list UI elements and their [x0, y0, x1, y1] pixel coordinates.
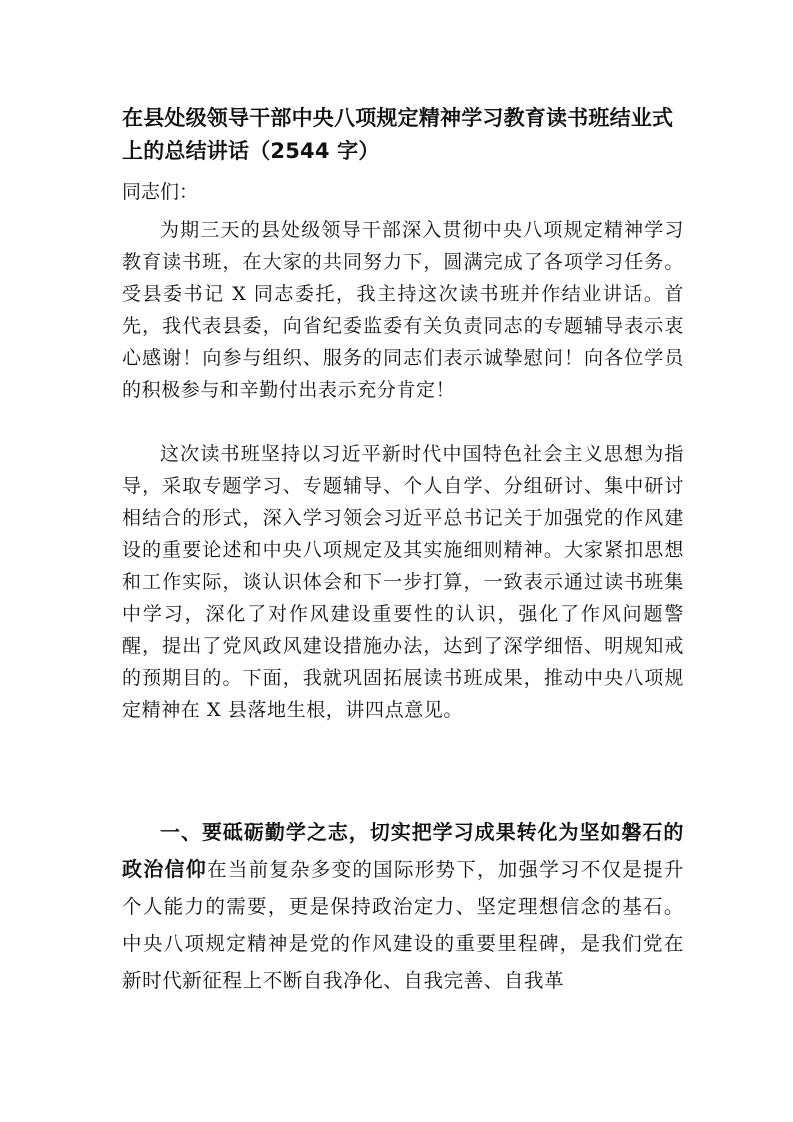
- document-title: 在县处级领导干部中央八项规定精神学习教育读书班结业式上的总结讲话（2544 字）: [122, 106, 674, 163]
- section-1-text: 在当前复杂多变的国际形势下，加强学习不仅是提升个人能力的需要，更是保持政治定力、坚定理想信念的基石。中央八项规定精神是党的作风建设的重要里程碑，是我们党在新时代新征程上不断自我净化、自我完善、自我革: [122, 858, 684, 992]
- salutation: 同志们：: [122, 181, 199, 203]
- paragraph-2: 这次读书班坚持以习近平新时代中国特色社会主义思想为指导，采取专题学习、专题辅导、个人自学、分组研讨、集中研讨相结合的形式，深入学习领会习近平总书记关于加强党的作风建设的重要论述和中央八项规定及其实施细则精神。大家紧扣思想和工作实际，谈认识体会和下一步打算，一致表示通过读书班集中学习，深化了对作风建设重要性的认识，强化了作风问题警醒，提出了党风政风建设措施办法，达到了深学细悟、明规知戒的预期目的。下面，我就巩固拓展读书班成果，推动中央八项规定精神在 X 县落地生根，讲四点意见。: [122, 443, 684, 721]
- section-1-paragraph: [122, 814, 684, 999]
- paragraph-1: 为期三天的县处级领导干部深入贯彻中央八项规定精神学习教育读书班，在大家的共同努力下，圆满完成了各项学习任务。受县委书记 X 同志委托，我主持这次读书班并作结业讲话。首先，我代表县委，向省纪委监委有关负责同志的专题辅导表示衷心感谢！向参与组织、服务的同志们表示诚挚慰问！向各位学员的积极参与和辛勤付出表示充分肯定！: [122, 219, 684, 401]
- section-1-heading: 一、要砥砺勤学之志，切实把学习成果转化为坚如磐石的政治信仰: [122, 820, 684, 881]
